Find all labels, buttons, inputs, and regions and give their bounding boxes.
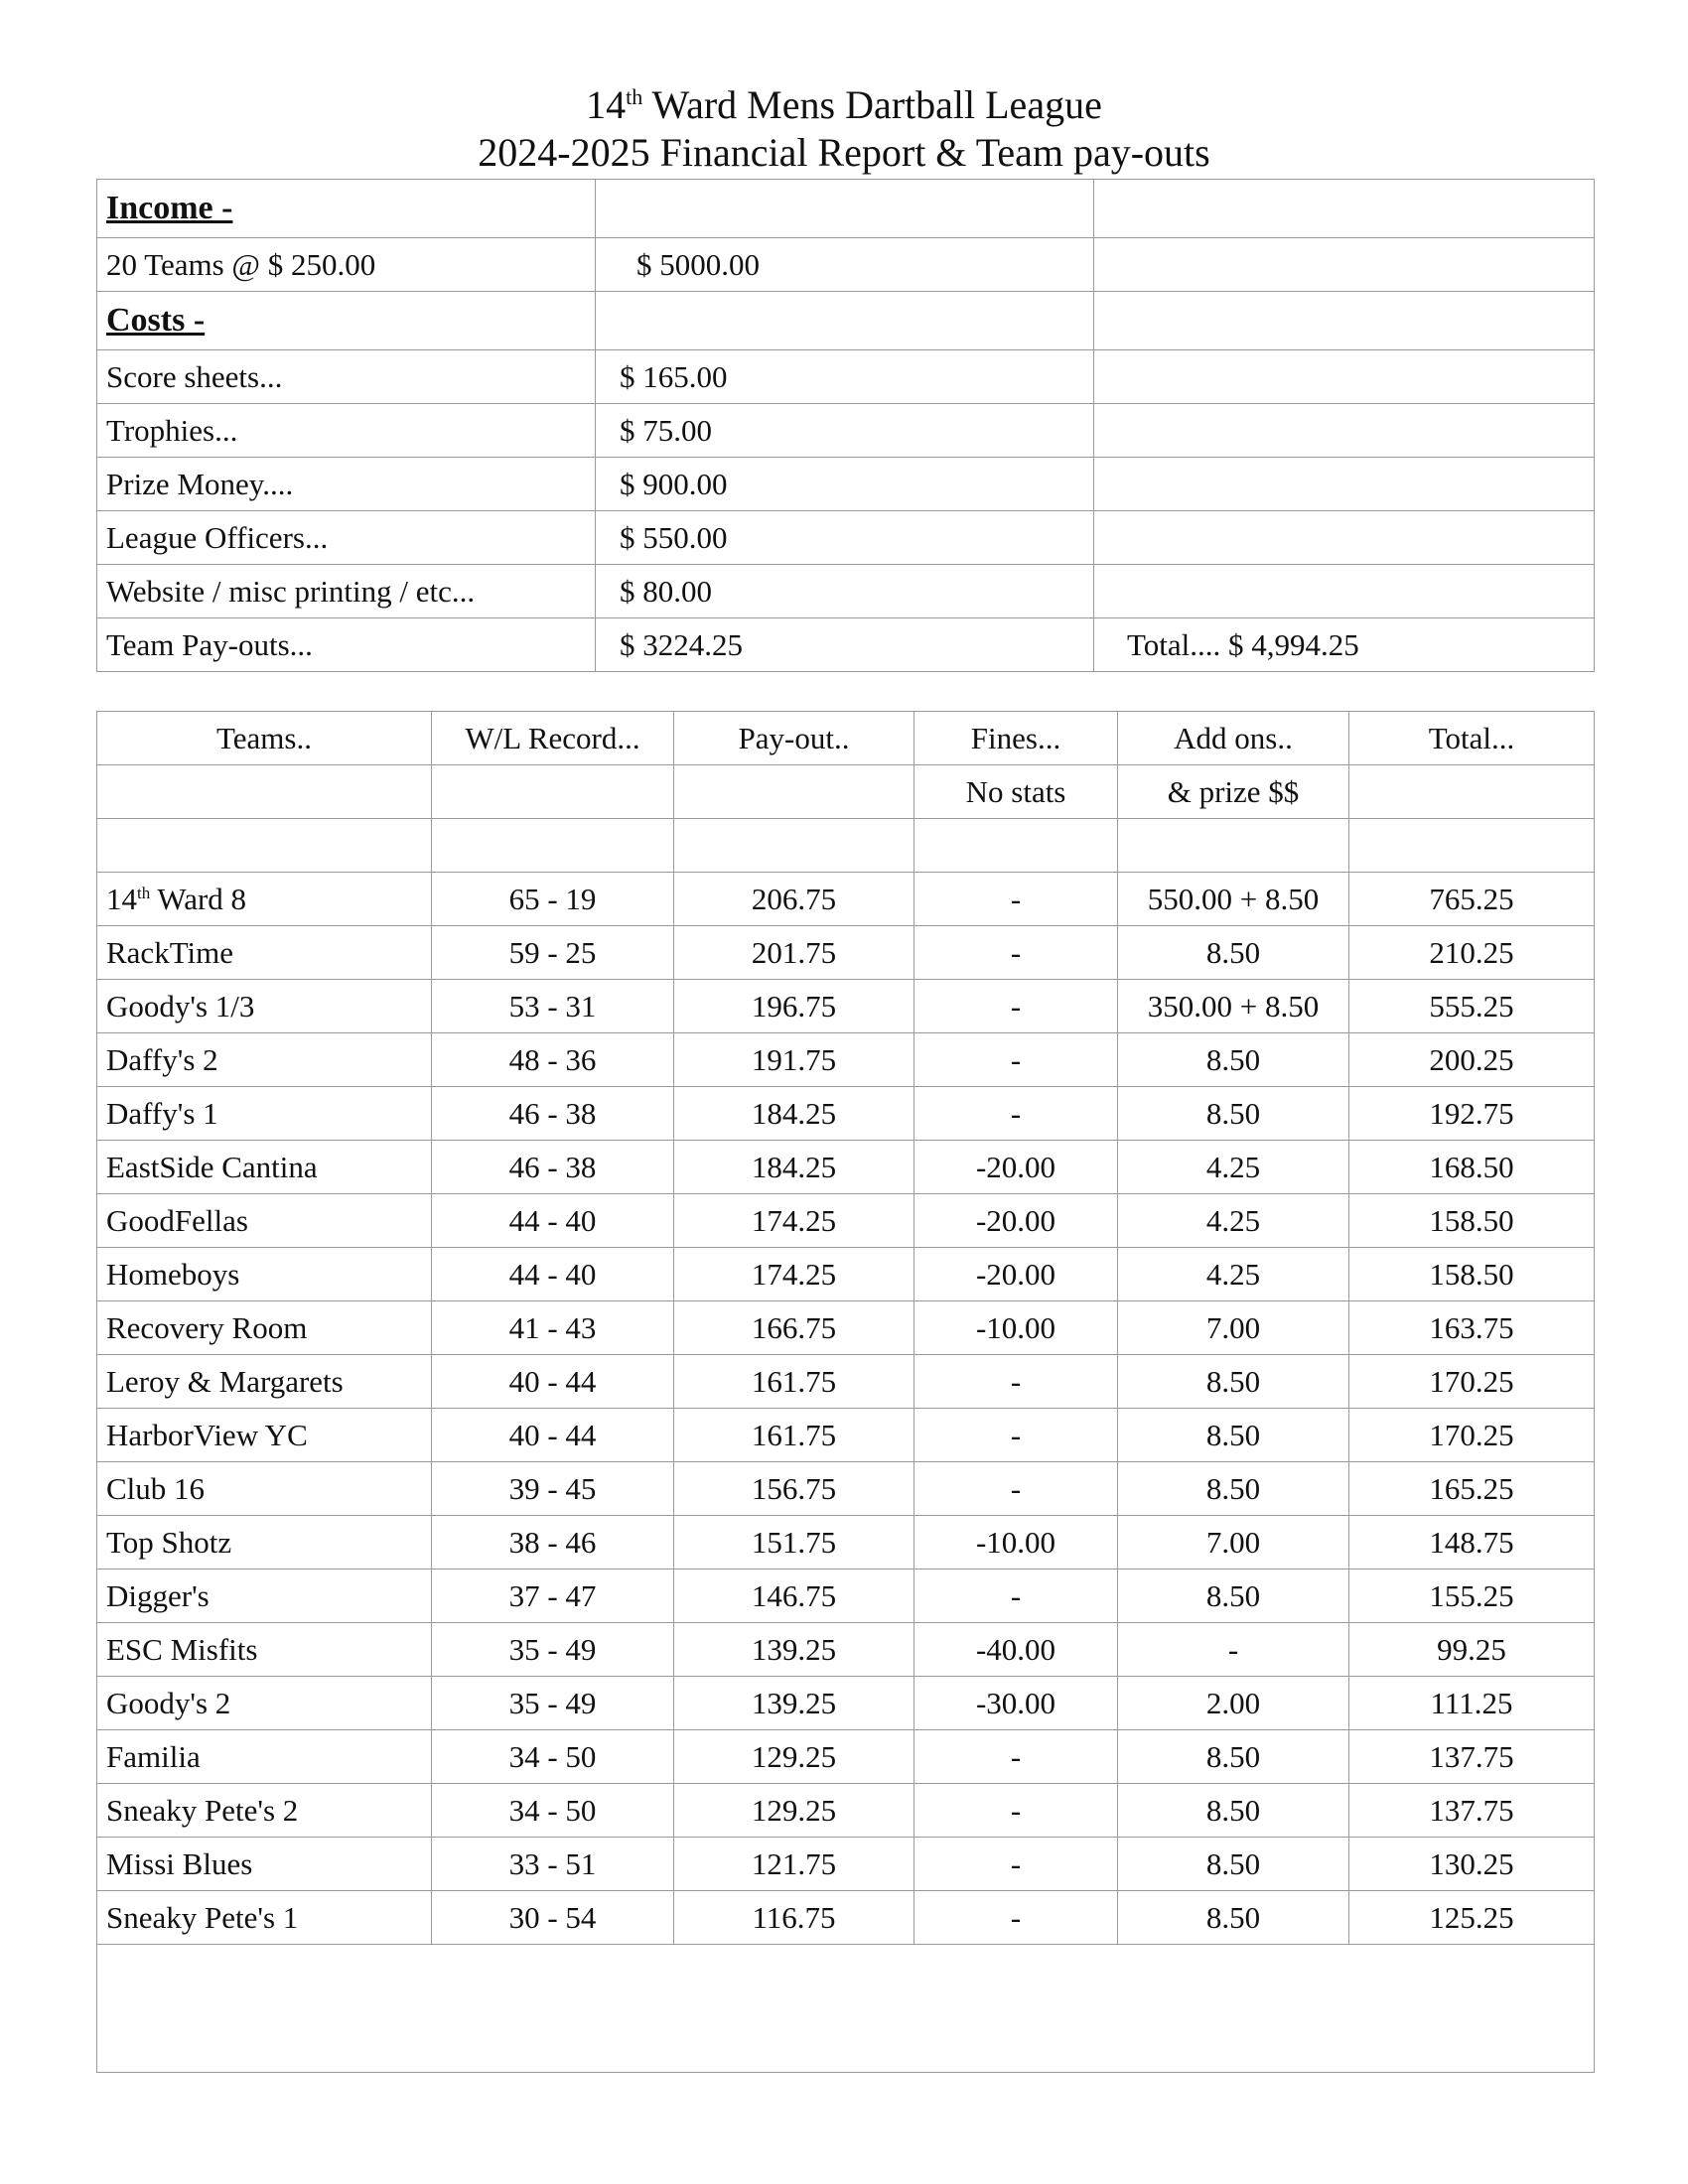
team-payout: 161.75 [674, 1409, 914, 1462]
income-row [97, 238, 1595, 292]
team-addons: 8.50 [1118, 1570, 1349, 1623]
team-row [97, 1409, 1595, 1462]
team-name [97, 1462, 432, 1516]
cost-label: Trophies... [97, 404, 596, 458]
team-total: 170.25 [1349, 1355, 1595, 1409]
costs-heading: Costs - [97, 292, 596, 350]
team-payout: 129.25 [674, 1730, 914, 1784]
team-name-text: Club 16 [106, 1470, 206, 1506]
team-payout: 191.75 [674, 1033, 914, 1087]
team-fines: - [914, 1033, 1118, 1087]
cost-amount: $ 900.00 [596, 458, 1094, 511]
team-payout: 201.75 [674, 926, 914, 980]
team-payout: 139.25 [674, 1677, 914, 1730]
team-name [97, 1570, 432, 1623]
income-costs-table [96, 179, 1595, 672]
team-fines: -40.00 [914, 1623, 1118, 1677]
team-total: 163.75 [1349, 1301, 1595, 1355]
document-title [0, 81, 1688, 177]
team-fines: -20.00 [914, 1248, 1118, 1301]
team-record: 46 - 38 [432, 1087, 674, 1141]
cost-row [97, 618, 1595, 672]
team-name [97, 1838, 432, 1891]
team-record: 44 - 40 [432, 1248, 674, 1301]
empty-cell [1349, 819, 1595, 873]
empty-cell [596, 292, 1094, 350]
team-row [97, 1623, 1595, 1677]
team-addons: 8.50 [1118, 1838, 1349, 1891]
team-record: 39 - 45 [432, 1462, 674, 1516]
team-record: 46 - 38 [432, 1141, 674, 1194]
cost-amount: $ 75.00 [596, 404, 1094, 458]
team-payout: 196.75 [674, 980, 914, 1033]
team-addons: 8.50 [1118, 1784, 1349, 1838]
team-name-text: Sneaky Pete's 1 [106, 1899, 299, 1935]
team-name [97, 1248, 432, 1301]
team-record: 59 - 25 [432, 926, 674, 980]
team-name-text: GoodFellas [106, 1202, 248, 1238]
team-row [97, 1838, 1595, 1891]
header-payout: Pay-out.. [674, 712, 914, 765]
income-heading: Income - [97, 180, 596, 238]
header-record: W/L Record... [432, 712, 674, 765]
team-total: 125.25 [1349, 1891, 1595, 1945]
team-record: 40 - 44 [432, 1409, 674, 1462]
subheader-teams [97, 765, 432, 819]
empty-cell [674, 819, 914, 873]
team-payout: 129.25 [674, 1784, 914, 1838]
team-row [97, 1462, 1595, 1516]
team-total: 111.25 [1349, 1677, 1595, 1730]
team-row [97, 1141, 1595, 1194]
cost-amount: $ 80.00 [596, 565, 1094, 618]
header-fines: Fines... [914, 712, 1118, 765]
title-ordinal: 14 [586, 82, 627, 127]
team-fines: - [914, 1355, 1118, 1409]
team-addons: 8.50 [1118, 1033, 1349, 1087]
empty-cell [97, 819, 432, 873]
team-name [97, 1033, 432, 1087]
team-total: 148.75 [1349, 1516, 1595, 1570]
subheader-addons: & prize $$ [1118, 765, 1349, 819]
team-total: 192.75 [1349, 1087, 1595, 1141]
team-fines: -20.00 [914, 1194, 1118, 1248]
cost-amount: $ 550.00 [596, 511, 1094, 565]
team-payout: 184.25 [674, 1141, 914, 1194]
team-payout: 161.75 [674, 1355, 914, 1409]
cost-amount: $ 165.00 [596, 350, 1094, 404]
team-row [97, 1677, 1595, 1730]
team-fines: - [914, 1570, 1118, 1623]
team-total: 137.75 [1349, 1730, 1595, 1784]
team-fines: - [914, 1462, 1118, 1516]
team-payout: 139.25 [674, 1623, 914, 1677]
team-addons: 7.00 [1118, 1516, 1349, 1570]
team-name-text: Leroy & Margarets [106, 1363, 344, 1399]
team-record: 34 - 50 [432, 1784, 674, 1838]
income-heading-row [97, 180, 1595, 238]
team-addons: 4.25 [1118, 1194, 1349, 1248]
team-total: 165.25 [1349, 1462, 1595, 1516]
team-row [97, 926, 1595, 980]
team-fines: - [914, 926, 1118, 980]
cost-note [1094, 565, 1595, 618]
team-total: 130.25 [1349, 1838, 1595, 1891]
team-payout: 146.75 [674, 1570, 914, 1623]
empty-cell [432, 819, 674, 873]
team-total: 158.50 [1349, 1194, 1595, 1248]
team-record: 30 - 54 [432, 1891, 674, 1945]
team-name [97, 1141, 432, 1194]
team-record: 53 - 31 [432, 980, 674, 1033]
team-name-text: Top Shotz [106, 1524, 232, 1560]
team-record: 34 - 50 [432, 1730, 674, 1784]
team-fines: - [914, 1838, 1118, 1891]
team-name [97, 1891, 432, 1945]
team-name [97, 1194, 432, 1248]
team-name-text: Daffy's 1 [106, 1095, 218, 1131]
footer-empty-row [97, 1945, 1595, 2073]
team-row [97, 1730, 1595, 1784]
team-addons: 8.50 [1118, 1409, 1349, 1462]
subheader-record [432, 765, 674, 819]
team-payout: 156.75 [674, 1462, 914, 1516]
empty-cell [1094, 180, 1595, 238]
header-teams: Teams.. [97, 712, 432, 765]
team-record: 44 - 40 [432, 1194, 674, 1248]
team-name-text: HarborView YC [106, 1417, 308, 1452]
team-row [97, 1355, 1595, 1409]
team-total: 200.25 [1349, 1033, 1595, 1087]
team-name-text: Sneaky Pete's 2 [106, 1792, 299, 1828]
team-total: 99.25 [1349, 1623, 1595, 1677]
team-row [97, 1194, 1595, 1248]
team-name [97, 873, 432, 926]
team-name [97, 1677, 432, 1730]
team-record: 41 - 43 [432, 1301, 674, 1355]
income-label: 20 Teams @ $ 250.00 [97, 238, 596, 292]
team-payout: 174.25 [674, 1194, 914, 1248]
team-name [97, 1623, 432, 1677]
empty-cell [1118, 819, 1349, 873]
team-payout: 121.75 [674, 1838, 914, 1891]
team-name-text: Missi Blues [106, 1845, 253, 1881]
team-name [97, 1087, 432, 1141]
team-name-text: Goody's 1/3 [106, 988, 255, 1024]
subheader-payout [674, 765, 914, 819]
team-fines: - [914, 1784, 1118, 1838]
team-fines: - [914, 1891, 1118, 1945]
team-record: 33 - 51 [432, 1838, 674, 1891]
team-fines: - [914, 873, 1118, 926]
team-total: 555.25 [1349, 980, 1595, 1033]
team-row [97, 980, 1595, 1033]
team-record: 38 - 46 [432, 1516, 674, 1570]
team-total: 765.25 [1349, 873, 1595, 926]
team-fines: - [914, 1409, 1118, 1462]
team-total: 210.25 [1349, 926, 1595, 980]
income-amount: $ 5000.00 [596, 238, 1094, 292]
team-name-text: Recovery Room [106, 1309, 308, 1345]
team-addons: 550.00 + 8.50 [1118, 873, 1349, 926]
cost-note [1094, 404, 1595, 458]
team-addons: 8.50 [1118, 1730, 1349, 1784]
team-addons: 350.00 + 8.50 [1118, 980, 1349, 1033]
team-name-text: ESC Misfits [106, 1631, 258, 1667]
team-payouts-table [96, 711, 1595, 2073]
header-addons: Add ons.. [1118, 712, 1349, 765]
team-total: 170.25 [1349, 1409, 1595, 1462]
team-fines: -10.00 [914, 1516, 1118, 1570]
cost-label: Team Pay-outs... [97, 618, 596, 672]
team-row [97, 1891, 1595, 1945]
team-addons: 7.00 [1118, 1301, 1349, 1355]
cost-row [97, 404, 1595, 458]
team-name-text: Digger's [106, 1577, 210, 1613]
subheader-total [1349, 765, 1595, 819]
title-line-1 [0, 81, 1688, 129]
team-record: 35 - 49 [432, 1677, 674, 1730]
team-name [97, 1730, 432, 1784]
team-name [97, 980, 432, 1033]
cost-note [1094, 511, 1595, 565]
team-name [97, 926, 432, 980]
cost-row [97, 511, 1595, 565]
team-name-text: Goody's 2 [106, 1685, 231, 1720]
spacer-row [97, 819, 1595, 873]
team-name-rest: Ward 8 [150, 881, 247, 916]
team-fines: -20.00 [914, 1141, 1118, 1194]
team-row [97, 1784, 1595, 1838]
team-name-text: Homeboys [106, 1256, 240, 1292]
team-row [97, 1570, 1595, 1623]
header-row [97, 712, 1595, 765]
team-addons: 8.50 [1118, 1891, 1349, 1945]
team-name-text: 14 [106, 881, 137, 916]
team-addons: 2.00 [1118, 1677, 1349, 1730]
team-name [97, 1409, 432, 1462]
team-name [97, 1355, 432, 1409]
team-name-text: EastSide Cantina [106, 1149, 318, 1184]
empty-cell [914, 819, 1118, 873]
empty-cell [596, 180, 1094, 238]
team-name [97, 1784, 432, 1838]
cost-label: League Officers... [97, 511, 596, 565]
team-name-ordinal-suffix: th [137, 883, 151, 902]
team-record: 40 - 44 [432, 1355, 674, 1409]
team-name-text: Familia [106, 1738, 201, 1774]
cost-row [97, 565, 1595, 618]
empty-cell [1094, 292, 1595, 350]
team-name [97, 1301, 432, 1355]
team-row [97, 1301, 1595, 1355]
team-record: 48 - 36 [432, 1033, 674, 1087]
cost-total-note: Total.... $ 4,994.25 [1094, 618, 1595, 672]
team-addons: 4.25 [1118, 1141, 1349, 1194]
team-row [97, 1516, 1595, 1570]
team-row [97, 1248, 1595, 1301]
team-total: 155.25 [1349, 1570, 1595, 1623]
team-payout: 206.75 [674, 873, 914, 926]
team-fines: -10.00 [914, 1301, 1118, 1355]
team-addons: 8.50 [1118, 926, 1349, 980]
subheader-fines: No stats [914, 765, 1118, 819]
costs-heading-row [97, 292, 1595, 350]
team-payout: 174.25 [674, 1248, 914, 1301]
team-name-text: Daffy's 2 [106, 1041, 218, 1077]
team-total: 158.50 [1349, 1248, 1595, 1301]
team-payout: 151.75 [674, 1516, 914, 1570]
team-row [97, 1033, 1595, 1087]
cost-label: Score sheets... [97, 350, 596, 404]
team-fines: -30.00 [914, 1677, 1118, 1730]
title-league-name: Ward Mens Dartball League [642, 82, 1102, 127]
team-payout: 184.25 [674, 1087, 914, 1141]
cost-label: Prize Money.... [97, 458, 596, 511]
team-record: 65 - 19 [432, 873, 674, 926]
team-payout: 166.75 [674, 1301, 914, 1355]
cost-note [1094, 350, 1595, 404]
team-name [97, 1516, 432, 1570]
cost-row [97, 350, 1595, 404]
title-line-2: 2024-2025 Financial Report & Team pay-outs [478, 130, 1210, 175]
team-record: 35 - 49 [432, 1623, 674, 1677]
team-fines: - [914, 1730, 1118, 1784]
team-addons: - [1118, 1623, 1349, 1677]
empty-cell [1094, 238, 1595, 292]
empty-cell [97, 1945, 1595, 2073]
team-addons: 8.50 [1118, 1355, 1349, 1409]
team-addons: 8.50 [1118, 1087, 1349, 1141]
team-row [97, 873, 1595, 926]
team-payout: 116.75 [674, 1891, 914, 1945]
subheader-row [97, 765, 1595, 819]
cost-amount: $ 3224.25 [596, 618, 1094, 672]
team-addons: 8.50 [1118, 1462, 1349, 1516]
team-record: 37 - 47 [432, 1570, 674, 1623]
team-fines: - [914, 1087, 1118, 1141]
header-total: Total... [1349, 712, 1595, 765]
team-row [97, 1087, 1595, 1141]
cost-note [1094, 458, 1595, 511]
cost-row [97, 458, 1595, 511]
team-addons: 4.25 [1118, 1248, 1349, 1301]
team-total: 137.75 [1349, 1784, 1595, 1838]
team-fines: - [914, 980, 1118, 1033]
team-total: 168.50 [1349, 1141, 1595, 1194]
title-ordinal-suffix: th [626, 84, 643, 109]
team-name-text: RackTime [106, 934, 234, 970]
cost-label: Website / misc printing / etc... [97, 565, 596, 618]
